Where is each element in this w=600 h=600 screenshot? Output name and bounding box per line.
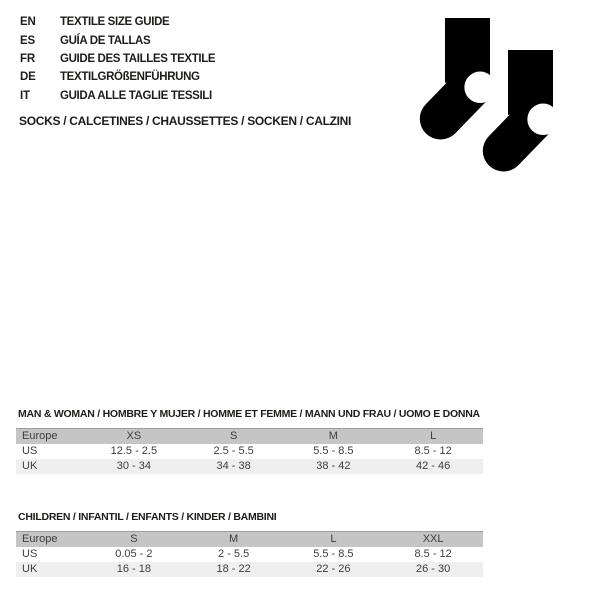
sock-left [441,18,496,119]
table-row-uk [16,562,483,577]
size-cell: 8.5 - 12 [414,445,452,457]
category-title: SOCKS / CALCETINES / CHAUSSETTES / SOCKEN / CALZINI [19,114,352,128]
column-header-size: XS [84,429,184,445]
children-table-title: CHILDREN / INFANTIL / ENFANTS / KINDER / BAMBINI [18,511,277,523]
size-cell: 38 - 42 [284,459,384,474]
language-row-en [20,13,215,31]
column-header-size: M [184,532,284,548]
size-cell: 16 - 18 [84,562,184,577]
size-cell: 42 - 46 [383,459,483,474]
table-header-row [16,429,483,445]
column-header-size: L [284,532,384,548]
language-row-de [20,68,215,86]
column-header-size: XXL [383,532,483,548]
language-label: GUIDE DES TAILLES TEXTILE [60,52,216,65]
language-label: GUIDA ALLE TAGLIE TESSILI [60,89,212,102]
size-cell: 2.5 - 5.5 [213,445,254,457]
size-cell: 30 - 34 [84,459,184,474]
language-code: ES [20,34,35,47]
table-row-us [16,444,483,459]
size-table-adult [16,428,483,474]
language-row-es [20,31,215,49]
language-list [20,13,215,105]
column-header-size: M [284,429,384,445]
table-header-row [16,532,483,548]
column-header-size: L [383,429,483,445]
language-label: TEXTILE SIZE GUIDE [60,16,170,29]
table-row-us [16,547,483,562]
sock-right [504,50,559,151]
column-header-region: Europe [16,429,84,445]
language-label: TEXTILGRÖßENFÜHRUNG [60,71,200,84]
size-cell: 22 - 26 [284,562,384,577]
size-cell: 5.5 - 8.5 [313,548,354,560]
size-cell: 26 - 30 [383,562,483,577]
size-cell: 12.5 - 2.5 [110,445,158,457]
column-header-size: S [184,429,284,445]
size-cell: 5.5 - 8.5 [313,445,354,457]
socks-icon [405,5,575,180]
size-cell: 2 - 5.5 [218,548,250,560]
column-header-region: Europe [16,532,84,548]
language-code: DE [20,71,36,84]
table-row-uk [16,459,483,474]
region-cell: UK [16,562,84,577]
size-cell: 0.05 - 2 [115,548,153,560]
region-cell: UK [16,459,84,474]
region-cell: US [22,445,38,457]
size-cell: 8.5 - 12 [414,548,452,560]
column-header-size: S [84,532,184,548]
language-row-it [20,87,215,105]
language-code: IT [20,89,30,102]
adult-table-title: MAN & WOMAN / HOMBRE Y MUJER / HOMME ET FEMME / MANN UND FRAU / UOMO E DONNA [18,408,480,420]
language-label: GUÍA DE TALLAS [60,34,151,47]
language-code: EN [20,16,36,29]
region-cell: US [22,548,38,560]
language-code: FR [20,52,35,65]
language-row-fr [20,50,215,68]
size-cell: 18 - 22 [184,562,284,577]
size-cell: 34 - 38 [184,459,284,474]
size-table-children [16,531,483,577]
